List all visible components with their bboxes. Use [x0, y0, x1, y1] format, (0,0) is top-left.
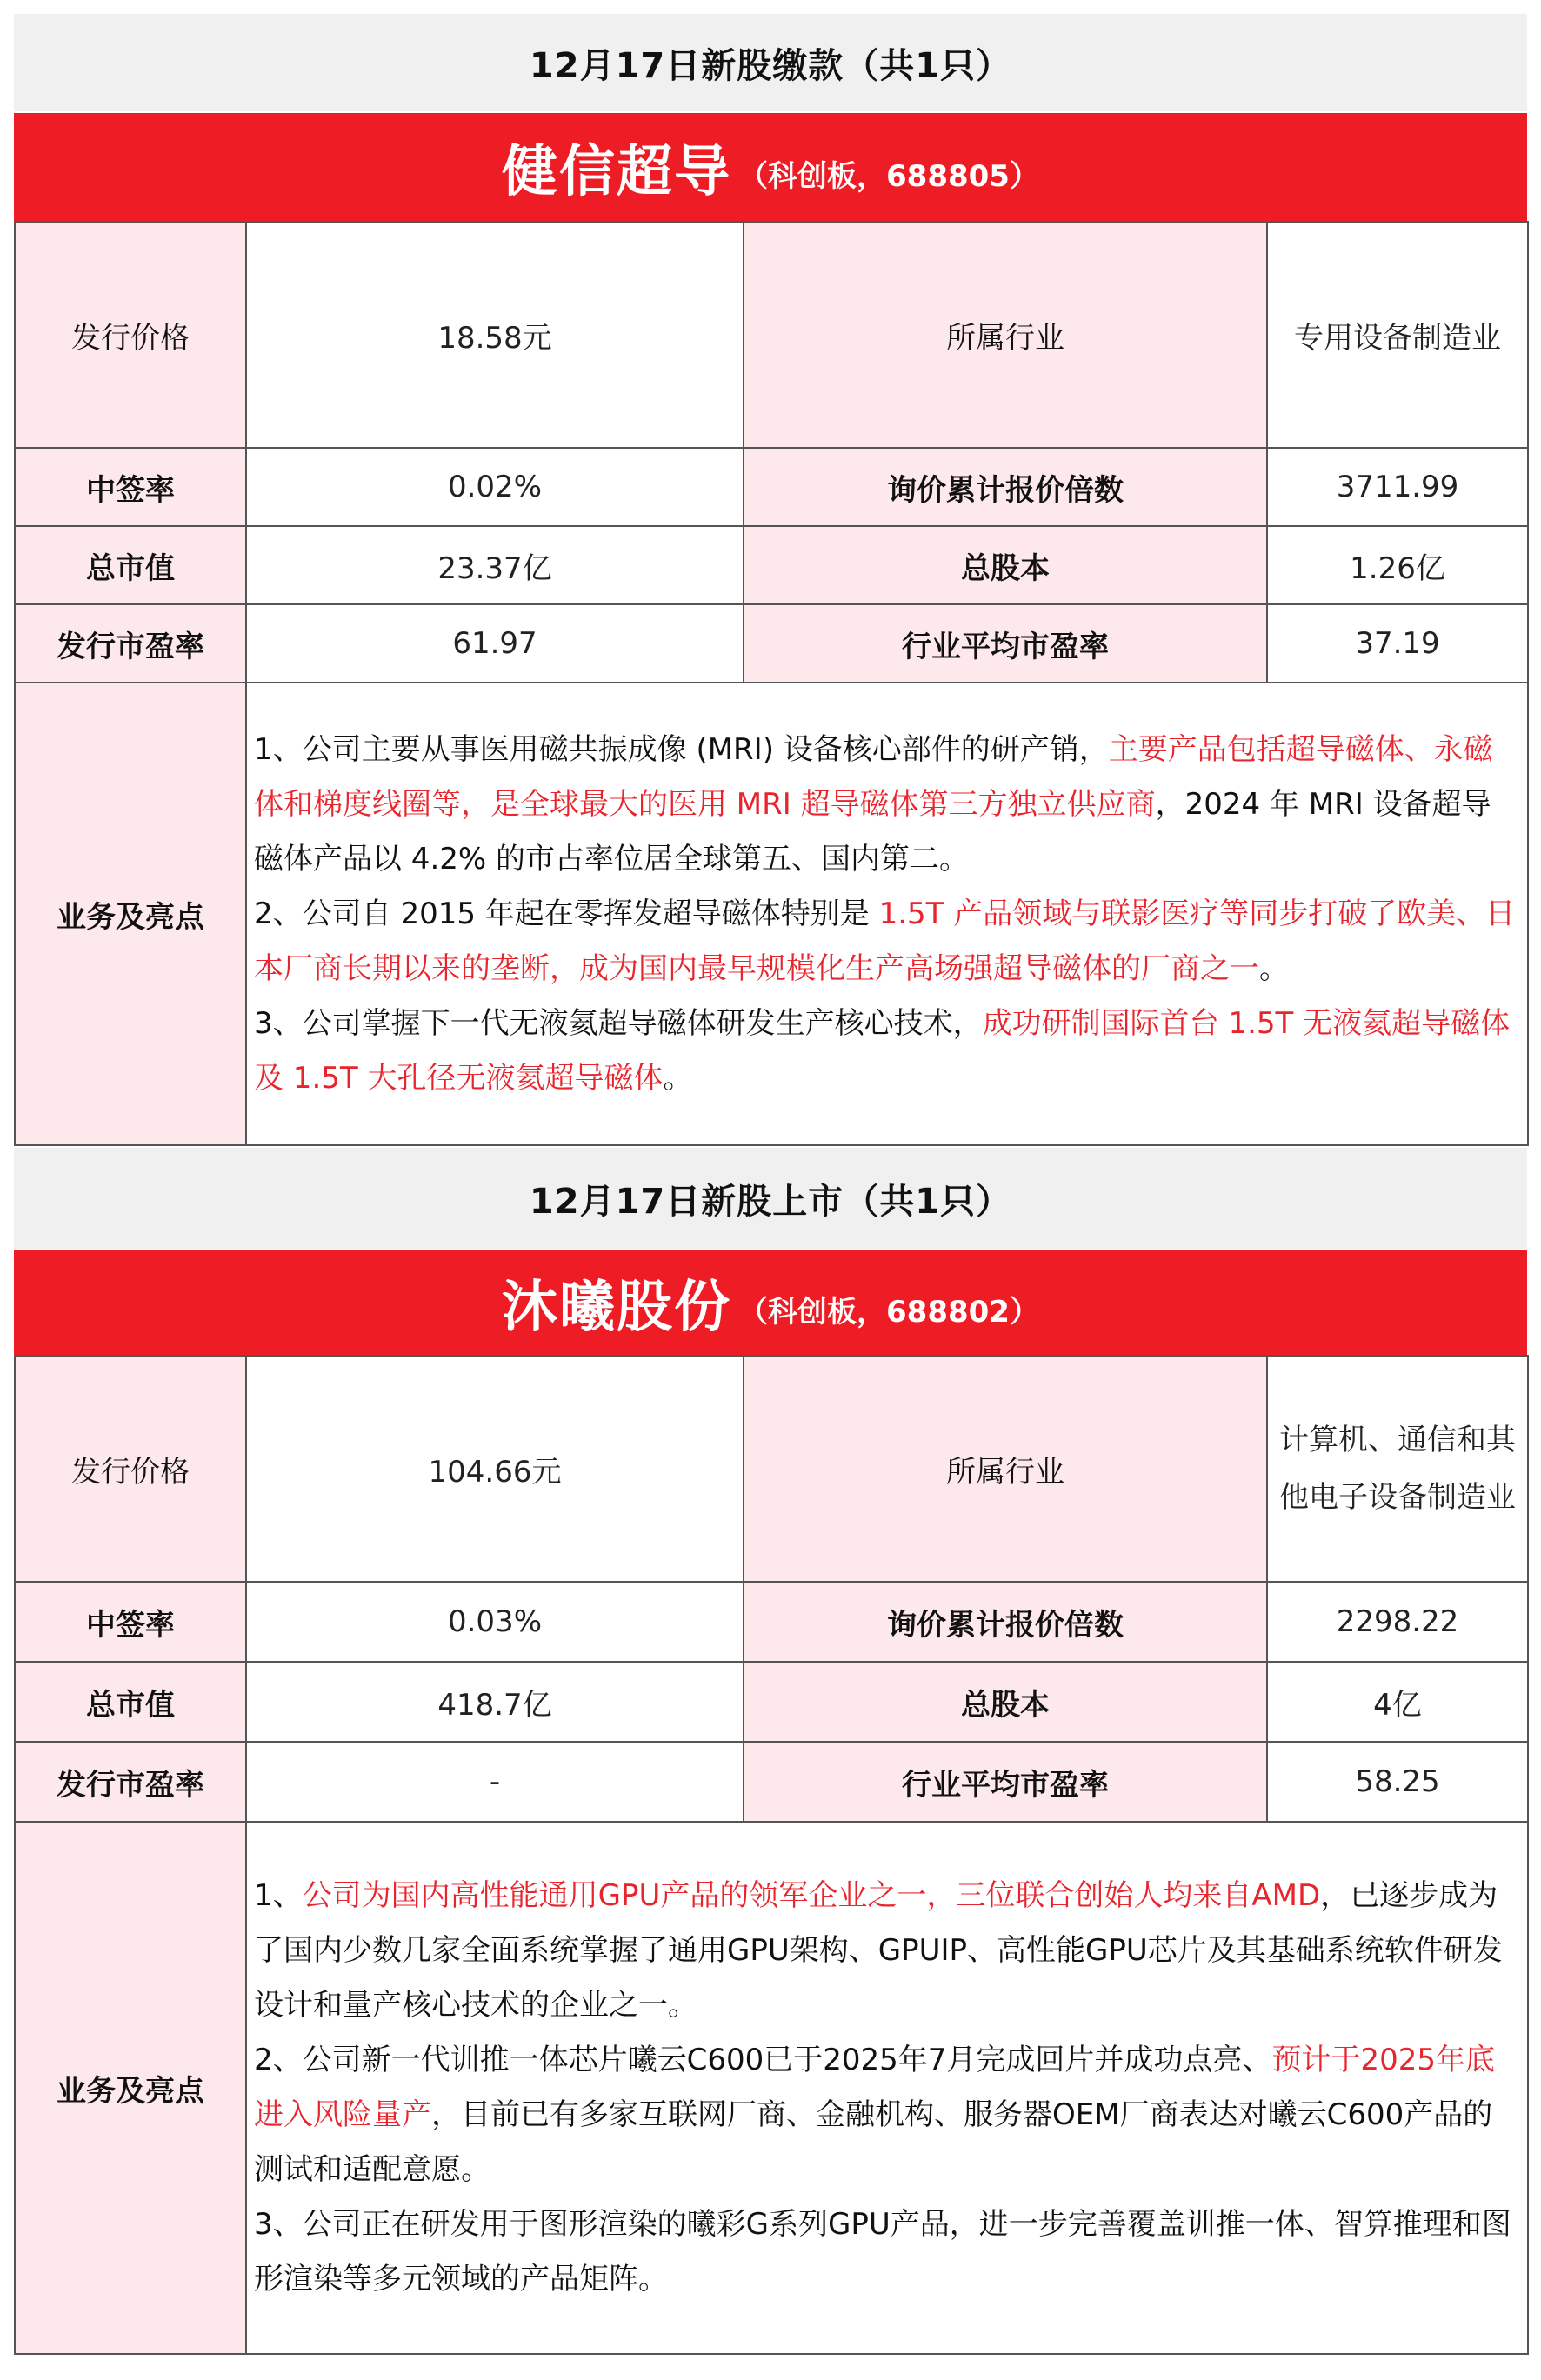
highlight-text-emphasis: 成功研制国际首台 1.5T 无液氦超导磁体及 1.5T 大孔径无液氦超导磁体 [254, 1005, 1511, 1096]
highlight-text: 。 [663, 1060, 693, 1096]
section-header: 12月17日新股缴款（共1只） [14, 14, 1527, 111]
industry-pe-value: 37.19 [1267, 604, 1528, 683]
highlight-paragraph [254, 997, 1518, 1106]
company-name: 健信超导 [502, 140, 732, 204]
highlights-list [254, 723, 1518, 1106]
highlight-text: ，已逐步成为了国内少数几家全面系统掌握了通用GPU架构、GPUIP、高性能GPU芯片及其基础系统软件研发设计和量产核心技术的企业之一。 [254, 1878, 1503, 2023]
highlight-paragraph [254, 1869, 1518, 2033]
table-row [15, 683, 1528, 1145]
total-shares-label: 总股本 [744, 526, 1267, 604]
highlight-text: ，2024 年 MRI 设备超导磁体产品以 4.2% 的市占率位居全球第五、国内第二。 [254, 786, 1491, 877]
industry-pe-label: 行业平均市盈率 [744, 604, 1267, 683]
highlight-text: 1、 [254, 1878, 303, 1913]
issue-price-label: 发行价格 [15, 222, 246, 448]
winning-rate-value: 0.02% [246, 448, 744, 526]
ipo-payment-section [14, 14, 1527, 1146]
table-row [15, 1582, 1528, 1662]
highlight-paragraph [254, 887, 1518, 997]
winning-rate-label: 中签率 [15, 448, 246, 526]
highlight-text: 1、公司主要从事医用磁共振成像 (MRI) 设备核心部件的研产销， [254, 731, 1109, 767]
market-cap-value: 23.37亿 [246, 526, 744, 604]
bid-multiple-value: 2298.22 [1267, 1582, 1528, 1662]
issue-pe-label: 发行市盈率 [15, 1742, 246, 1822]
industry-value: 专用设备制造业 [1267, 222, 1528, 448]
issue-pe-label: 发行市盈率 [15, 604, 246, 683]
company-banner [14, 1249, 1527, 1355]
bid-multiple-value: 3711.99 [1267, 448, 1528, 526]
table-row [15, 526, 1528, 604]
total-shares-value: 4亿 [1267, 1662, 1528, 1742]
highlight-text: 3、公司掌握下一代无液氦超导磁体研发生产核心技术， [254, 1005, 983, 1041]
highlight-text-emphasis: 主要产品包括超导磁体、永磁体和梯度线圈等，是全球最大的医用 MRI 超导磁体第三方独立供应商 [254, 731, 1493, 822]
table-row [15, 604, 1528, 683]
market-cap-value: 418.7亿 [246, 1662, 744, 1742]
company-banner [14, 111, 1527, 221]
winning-rate-label: 中签率 [15, 1582, 246, 1662]
ipo-listing-section [14, 1148, 1527, 2355]
company-board-code: （科创板，688802） [738, 1294, 1039, 1330]
total-shares-label: 总股本 [744, 1662, 1267, 1742]
issue-price-label: 发行价格 [15, 1356, 246, 1582]
highlights-label: 业务及亮点 [15, 1822, 246, 2354]
highlight-text: 2、公司新一代训推一体芯片曦云C600已于2025年7月完成回片并成功点亮、 [254, 2043, 1272, 2077]
ipo-info-table [14, 1355, 1529, 2355]
bid-multiple-label: 询价累计报价倍数 [744, 448, 1267, 526]
highlight-paragraph [254, 2197, 1518, 2307]
table-row [15, 1742, 1528, 1822]
highlight-text-emphasis: 1.5T 产品领域与联影医疗等同步打破了欧美、日本厂商长期以来的垄断，成为国内最早规模化生产高场强超导磁体的厂商之一 [254, 896, 1516, 986]
industry-label: 所属行业 [744, 222, 1267, 448]
highlight-paragraph [254, 723, 1518, 887]
highlight-paragraph [254, 2033, 1518, 2197]
total-shares-value: 1.26亿 [1267, 526, 1528, 604]
highlight-text-emphasis: 公司为国内高性能通用GPU产品的领军企业之一，三位联合创始人均来自AMD [302, 1878, 1321, 1913]
highlight-text: 3、公司正在研发用于图形渲染的曦彩G系列GPU产品，进一步完善覆盖训推一体、智算推理和图形渲染等多元领域的产品矩阵。 [254, 2207, 1511, 2297]
highlights-label: 业务及亮点 [15, 683, 246, 1145]
table-row [15, 1662, 1528, 1742]
industry-pe-label: 行业平均市盈率 [744, 1742, 1267, 1822]
winning-rate-value: 0.03% [246, 1582, 744, 1662]
issue-price-value: 104.66元 [246, 1356, 744, 1582]
bid-multiple-label: 询价累计报价倍数 [744, 1582, 1267, 1662]
company-board-code: （科创板，688805） [738, 158, 1039, 194]
industry-value: 计算机、通信和其他电子设备制造业 [1267, 1356, 1528, 1582]
highlight-text: 2、公司自 2015 年起在零挥发超导磁体特别是 [254, 896, 879, 931]
industry-label: 所属行业 [744, 1356, 1267, 1582]
highlight-text: 。 [1259, 950, 1289, 986]
table-row [15, 1822, 1528, 2354]
highlight-text: ，目前已有多家互联网厂商、金融机构、服务器OEM厂商表达对曦云C600产品的测试和适配意愿。 [254, 2097, 1493, 2187]
issue-pe-value: - [246, 1742, 744, 1822]
issue-pe-value: 61.97 [246, 604, 744, 683]
highlight-text-emphasis: 预计于2025年底进入风险量产 [254, 2043, 1495, 2132]
ipo-info-table [14, 221, 1529, 1146]
table-row [15, 448, 1528, 526]
table-row [15, 222, 1528, 448]
company-name: 沐曦股份 [502, 1276, 732, 1340]
section-header: 12月17日新股上市（共1只） [14, 1148, 1527, 1249]
highlights-list [254, 1869, 1518, 2307]
issue-price-value: 18.58元 [246, 222, 744, 448]
table-row [15, 1356, 1528, 1582]
highlights-text [246, 1822, 1528, 2354]
market-cap-label: 总市值 [15, 526, 246, 604]
highlights-text [246, 683, 1528, 1145]
industry-pe-value: 58.25 [1267, 1742, 1528, 1822]
market-cap-label: 总市值 [15, 1662, 246, 1742]
